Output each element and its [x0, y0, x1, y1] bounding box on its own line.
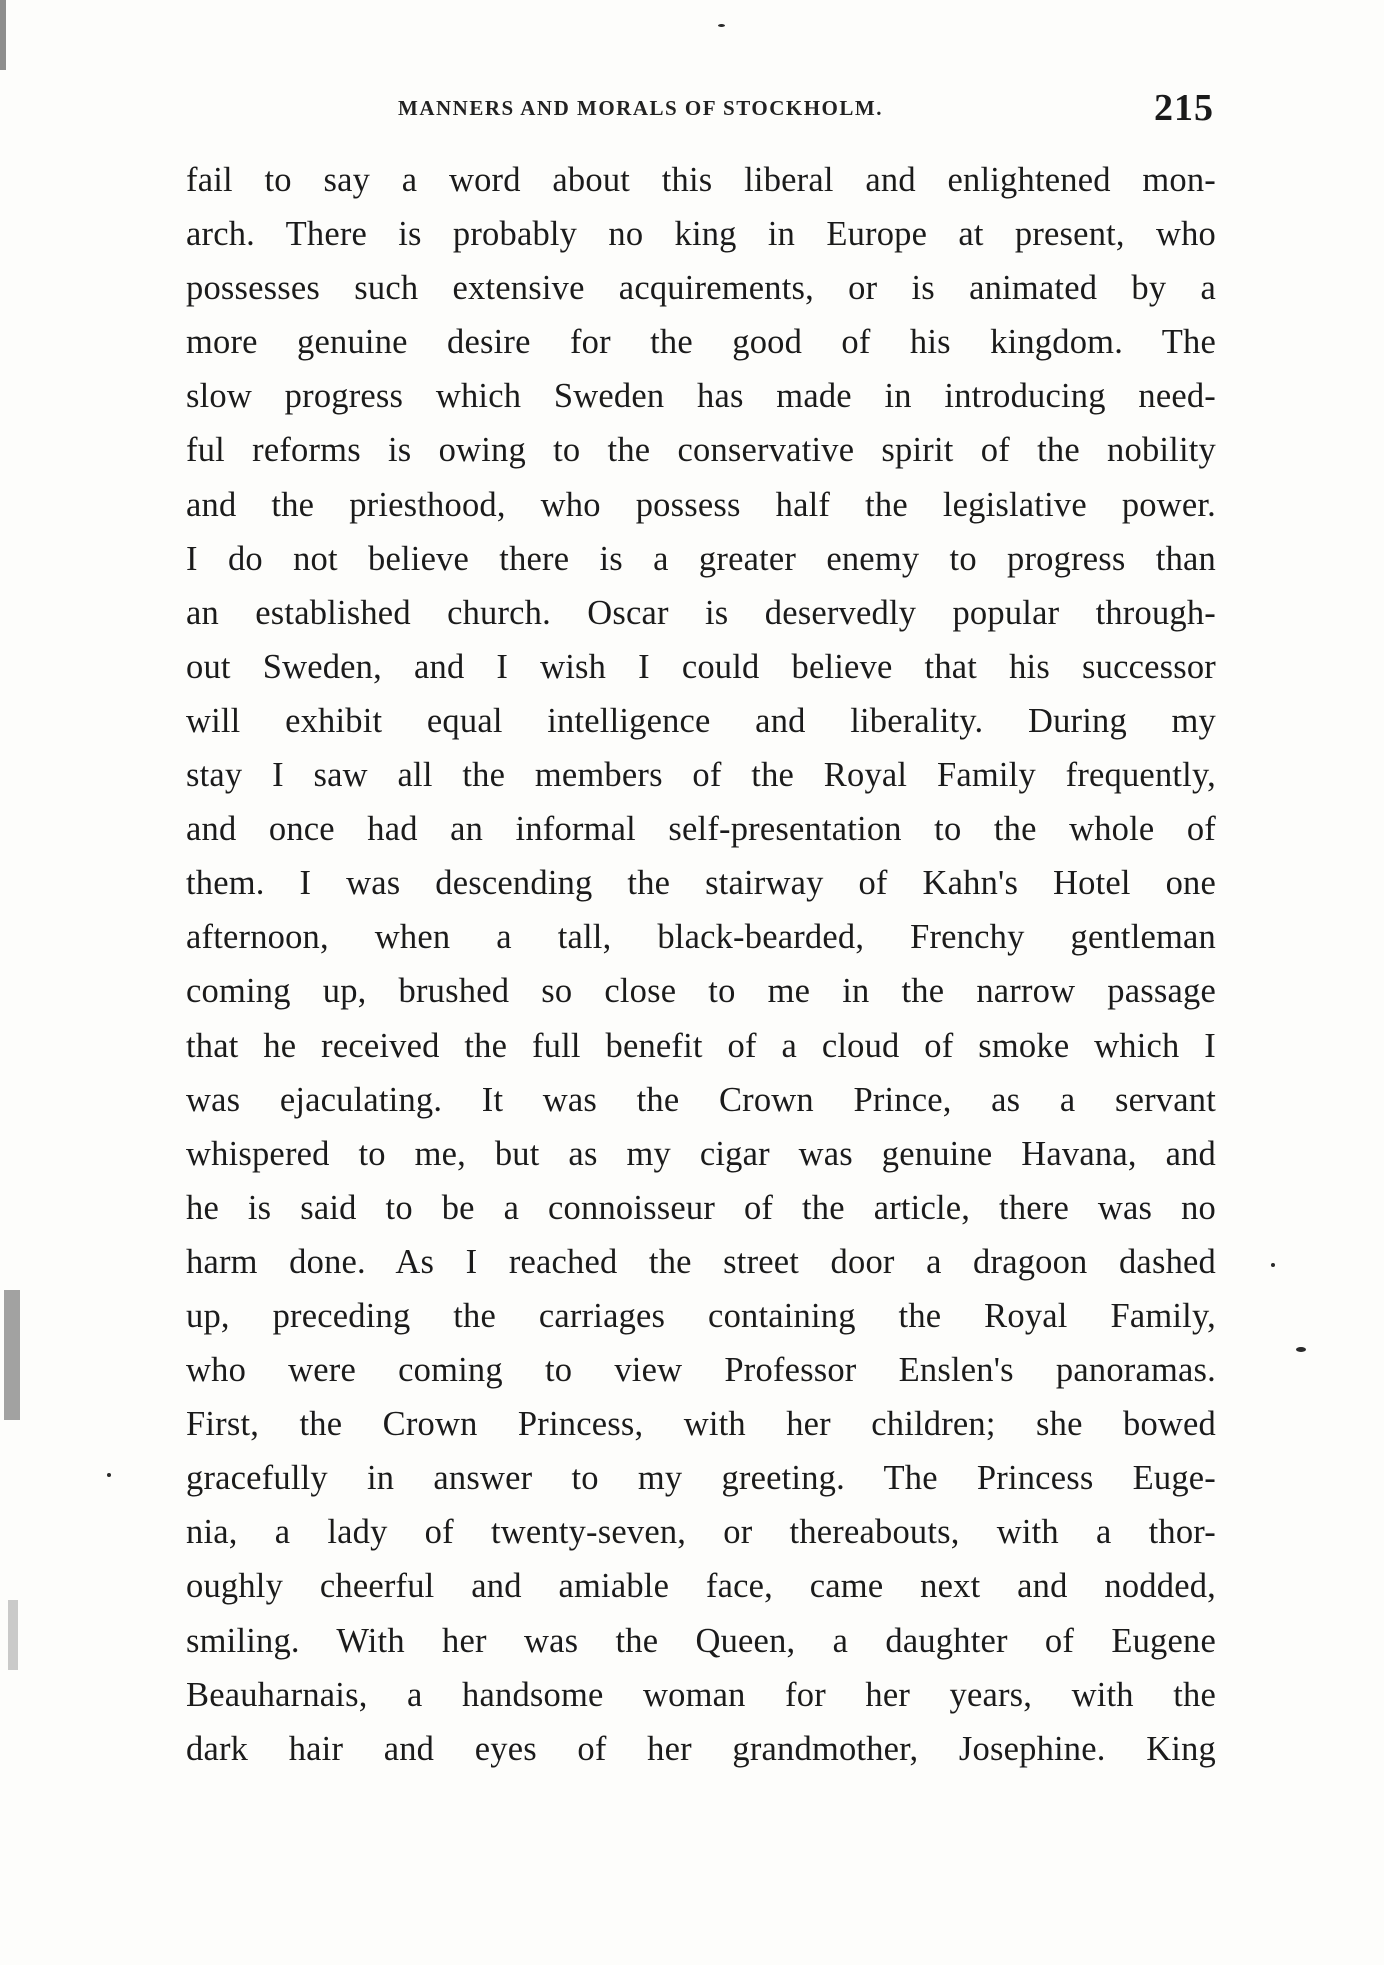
body-text	[186, 153, 1216, 1768]
speck	[718, 24, 725, 27]
page-number: 215	[1154, 87, 1214, 129]
text-line: who were coming to view Professor Enslen's panoramas.	[186, 1351, 1216, 1390]
text-line: them. I was descending the stairway of Kahn's Hotel one	[186, 864, 1216, 903]
running-title: MANNERS AND MORALS OF STOCKHOLM.	[398, 96, 883, 120]
text-line: stay I saw all the members of the Royal Family frequently,	[186, 756, 1216, 795]
text-line: fail to say a word about this liberal and enlightened mon-	[186, 161, 1216, 199]
text-line: slow progress which Sweden has made in introducing need-	[186, 377, 1216, 416]
text-line: was ejaculating. It was the Crown Prince, as a servant	[186, 1080, 1216, 1119]
text-line: smiling. With her was the Queen, a daughter of Eugene	[186, 1621, 1216, 1660]
text-line: ful reforms is owing to the conservative spirit of the nobility	[186, 431, 1216, 470]
text-line: coming up, brushed so close to me in the narrow passage	[186, 972, 1216, 1011]
text-line: whispered to me, but as my cigar was genuine Havana, and	[186, 1134, 1216, 1173]
text-line: arch. There is probably no king in Europe at present, who	[186, 215, 1216, 254]
text-line: and once had an informal self-presentation to the whole of	[186, 810, 1216, 849]
text-line: afternoon, when a tall, black-bearded, Frenchy gentleman	[186, 918, 1216, 957]
text-line: more genuine desire for the good of his kingdom. The	[186, 323, 1216, 362]
text-line: harm done. As I reached the street door a dragoon dashed	[186, 1242, 1216, 1281]
text-line: an established church. Oscar is deservedly popular through-	[186, 593, 1216, 632]
text-line: I do not believe there is a greater enemy to progress than	[186, 539, 1216, 578]
text-line: Beauharnais, a handsome woman for her years, with the	[186, 1675, 1216, 1714]
text-line: that he received the full benefit of a cloud of smoke which I	[186, 1026, 1216, 1065]
text-line: he is said to be a connoisseur of the article, there was no	[186, 1188, 1216, 1227]
speck	[1271, 1263, 1275, 1267]
scan-edge-mark-top	[0, 0, 6, 70]
text-line: and the priesthood, who possess half the legislative power.	[186, 485, 1216, 524]
text-line: possesses such extensive acquirements, or is animated by a	[186, 269, 1216, 308]
text-line: out Sweden, and I wish I could believe that his successor	[186, 647, 1216, 686]
scan-edge-mark-left-lower	[8, 1600, 18, 1670]
text-line: oughly cheerful and amiable face, came next and nodded,	[186, 1567, 1216, 1606]
text-line: nia, a lady of twenty-seven, or thereabouts, with a thor-	[186, 1513, 1216, 1552]
text-line: will exhibit equal intelligence and liberality. During my	[186, 701, 1216, 740]
running-head	[186, 87, 1216, 134]
scan-edge-mark-left	[4, 1290, 20, 1420]
text-line: gracefully in answer to my greeting. The Princess Euge-	[186, 1459, 1216, 1498]
speck	[107, 1473, 111, 1477]
speck	[1296, 1347, 1306, 1352]
text-line: First, the Crown Princess, with her children; she bowed	[186, 1405, 1216, 1444]
text-line: dark hair and eyes of her grandmother, Josephine. King	[186, 1729, 1216, 1768]
text-line: up, preceding the carriages containing the Royal Family,	[186, 1296, 1216, 1335]
